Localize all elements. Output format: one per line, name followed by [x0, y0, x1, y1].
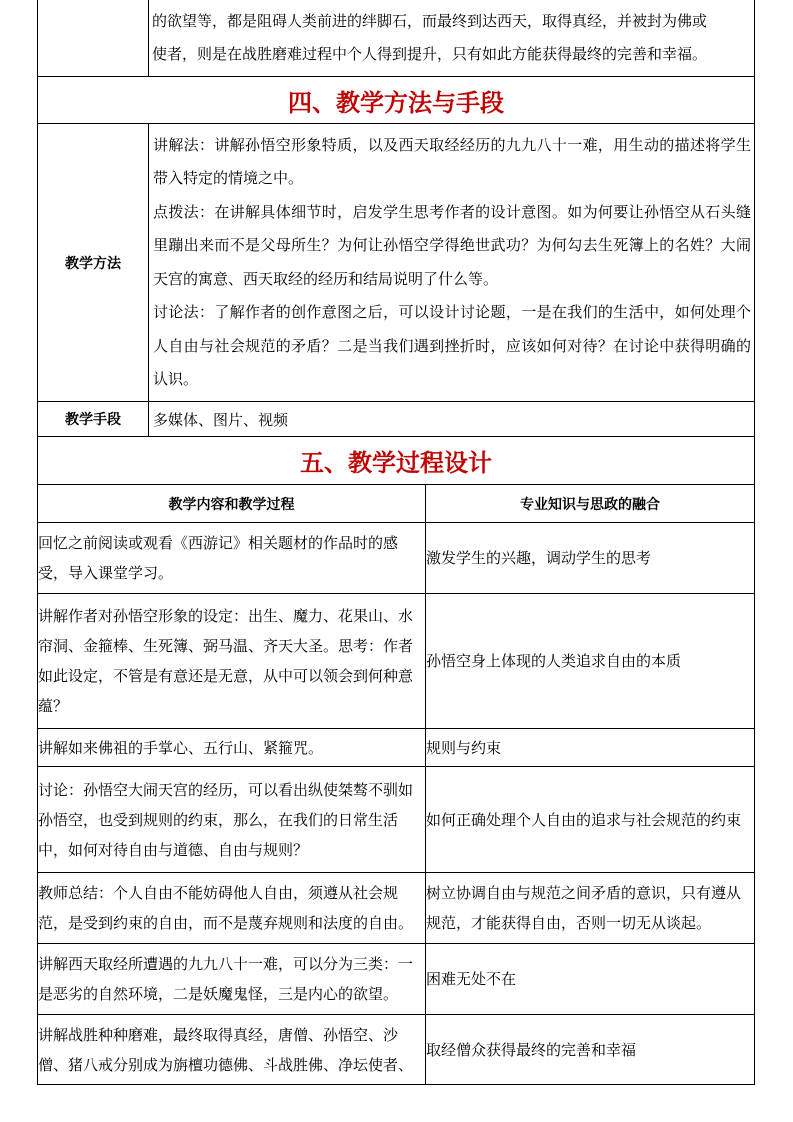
continuation-row [38, 0, 755, 77]
col1-header: 教学内容和教学过程 [38, 485, 426, 523]
section5-heading-row [38, 437, 755, 485]
means-value: 多媒体、图片、视频 [149, 402, 755, 437]
method-guide: 点拨法：在讲解具体细节时，启发学生思考作者的设计意图。如为何要让孙悟空从石头缝里蹦出来而不是父母所生？为何让孙悟空学得绝世武功？为何勾去生死簿上的名姓？大闹天宫的寓意、西天取经的经历和结局说明了什么等。 [153, 202, 751, 288]
process-integration: 如何正确处理个人自由的追求与社会规范的约束 [426, 767, 755, 873]
process-row [38, 767, 755, 873]
section4-heading-row [38, 77, 755, 124]
process-row [38, 729, 755, 767]
process-content: 讲解作者对孙悟空形象的设定：出生、魔力、花果山、水帘洞、金箍棒、生死簿、弼马温、齐天大圣。思考：作者如此设定，不管是有意还是无意，从中可以领会到何种意蕴？ [38, 594, 426, 729]
section4-heading: 四、教学方法与手段 [38, 77, 755, 124]
methods-row [38, 124, 755, 402]
process-integration: 规则与约束 [426, 729, 755, 767]
continuation-label-cell [38, 0, 149, 77]
method-table [37, 0, 755, 485]
process-header-row [38, 485, 755, 523]
method-discuss: 讨论法：了解作者的创作意图之后，可以设计讨论题，一是在我们的生活中，如何处理个人自由与社会规范的矛盾？二是当我们遇到挫折时，应该如何对待？在讨论中获得明确的认识。 [153, 303, 751, 388]
continuation-line-2: 使者，则是在战胜磨难过程中个人得到提升，只有如此方能获得最终的完善和幸福。 [152, 45, 708, 63]
method-explain: 讲解法：讲解孙悟空形象特质，以及西天取经经历的九九八十一难，用生动的描述将学生带入特定的情境之中。 [153, 135, 751, 187]
process-integration: 困难无处不在 [426, 944, 755, 1015]
process-integration: 孙悟空身上体现的人类追求自由的本质 [426, 594, 755, 729]
process-row [38, 1015, 755, 1085]
means-row [38, 402, 755, 437]
process-integration: 取经僧众获得最终的完善和幸福 [426, 1015, 755, 1085]
process-content: 讨论：孙悟空大闹天宫的经历，可以看出纵使桀骜不驯如孙悟空，也受到规则的约束，那么，在我们的日常生活中，如何对待自由与道德、自由与规则？ [38, 767, 426, 873]
process-content: 讲解西天取经所遭遇的九九八十一难，可以分为三类：一是恶劣的自然环境，二是妖魔鬼怪，三是内心的欲望。 [38, 944, 426, 1015]
process-integration: 树立协调自由与规范之间矛盾的意识，只有遵从规范，才能获得自由，否则一切无从谈起。 [426, 873, 755, 944]
continuation-line-1: 的欲望等，都是阻碍人类前进的绊脚石，而最终到达西天，取得真经，并被封为佛或 [152, 11, 708, 30]
section5-heading: 五、教学过程设计 [38, 437, 755, 485]
process-content: 讲解如来佛祖的手掌心、五行山、紧箍咒。 [38, 729, 426, 767]
process-integration: 激发学生的兴趣，调动学生的思考 [426, 523, 755, 594]
process-row [38, 873, 755, 944]
process-content: 教师总结：个人自由不能妨碍他人自由，须遵从社会规范，是受到约束的自由，而不是蔑弃规则和法度的自由。 [38, 873, 426, 944]
continuation-cell [149, 0, 755, 77]
process-row [38, 594, 755, 729]
process-content: 讲解战胜种种磨难，最终取得真经，唐僧、孙悟空、沙僧、猪八戒分别成为旃檀功德佛、斗战胜佛、净坛使者、 [38, 1015, 426, 1085]
process-row [38, 523, 755, 594]
means-label: 教学手段 [38, 402, 149, 437]
process-table [37, 484, 755, 1085]
process-content: 回忆之前阅读或观看《西游记》相关题材的作品时的感受，导入课堂学习。 [38, 523, 426, 594]
col2-header: 专业知识与思政的融合 [426, 485, 755, 523]
process-row [38, 944, 755, 1015]
methods-cell [149, 124, 755, 402]
methods-label: 教学方法 [38, 124, 149, 402]
